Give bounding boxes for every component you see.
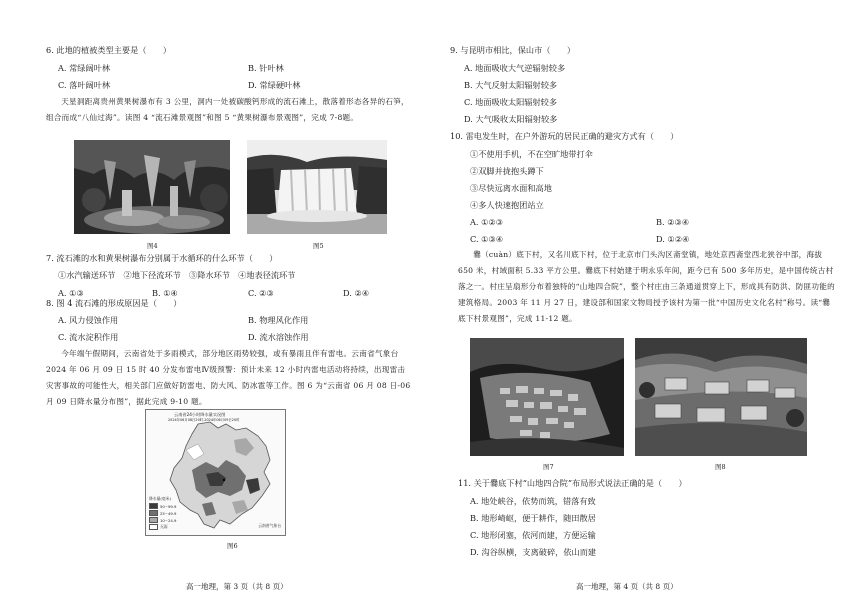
q10-item-4: ④多人快速抱团站立 bbox=[470, 200, 544, 210]
q8-option-a: A. 风力侵蚀作用 bbox=[58, 315, 119, 325]
legend-swatch-10-24 bbox=[149, 517, 158, 523]
map-legend-item bbox=[149, 517, 179, 523]
q7-option-d: D. ②④ bbox=[343, 288, 370, 298]
q7-option-a: A. ①③ bbox=[58, 288, 84, 298]
figure-7-caption: 图7 bbox=[543, 463, 554, 471]
q9-option-d: D. 大气吸收太阳辐射较多 bbox=[464, 114, 558, 124]
map-subtitle: 2024年06月08日20时-2024年06月09日20时 bbox=[168, 418, 240, 422]
map-legend bbox=[149, 496, 179, 530]
q11-option-d: D. 沟谷纵横，支离破碎，依山而建 bbox=[470, 547, 597, 557]
q6-option-b: B. 针叶林 bbox=[248, 63, 284, 73]
passage-cuandixia-village: 爨（cuàn）底下村，又名川底下村，位于北京市门头沟区斋堂镇，地处京西斋堂西北狭谷中部，海拔 650 米，村域面积 5.33 平方公里。爨底下村始建于明永乐年间，距今已有 500 多年历史，是中国传统古村落之一。村庄呈扇形分布着独特的“山地四合院”，整个村庄由三条通道贯穿上下，形成具有防洪、防匪功能的建筑格局。2003 年 11 月 27 日，建设部和国家文物局授予该村为第一批“中国历史文化名村”称号。读“爨底下村景观图”，完成 11-12 题。 bbox=[458, 250, 835, 323]
figure-8-village-courtyard-photo bbox=[635, 338, 807, 456]
page-footer-left: 高一地理，第 3 页（共 8 页） bbox=[186, 582, 288, 591]
q10-item-3: ③尽快远离水面和高地 bbox=[470, 183, 552, 193]
q10-option-d: D. ①②④ bbox=[656, 234, 690, 244]
q11-option-b: B. 地形崎岖，便于耕作，随田散居 bbox=[470, 513, 596, 523]
q9-option-a: A. 地面吸收大气逆辐射较多 bbox=[464, 63, 566, 73]
map-title: 云南省24小时降水量实况图 bbox=[174, 412, 226, 417]
q8-option-b: B. 物理风化作用 bbox=[248, 315, 309, 325]
legend-label-50-99: 50~99.9 bbox=[160, 503, 177, 509]
q9-option-b: B. 大气反射太阳辐射较多 bbox=[464, 80, 558, 90]
q10-item-1: ①不使用手机，不在空旷地带打伞 bbox=[470, 149, 593, 159]
q9-stem: 9. 与昆明市相比，保山市（ ） bbox=[450, 45, 576, 55]
q7-option-b: B. ①④ bbox=[152, 288, 178, 298]
passage-tianxing-cave: 天星洞距离贵州黄果树瀑布有 3 公里，洞内一处被碳酸钙形成的流石滩上，散落着形态各异的石笋，组合而成“八仙过海”。读图 4 “流石滩景观图”和图 5 “黄果树瀑布景观图”，完成 7-8题。 bbox=[46, 97, 409, 122]
figure-7-village-aerial-photo bbox=[470, 338, 624, 456]
q8-option-d: D. 流水溶蚀作用 bbox=[248, 332, 309, 342]
q7-stem: 7. 流石滩的水和黄果树瀑布分别属于水循环的什么环节（ ） bbox=[46, 253, 278, 263]
figure-5-caption: 图5 bbox=[313, 242, 324, 250]
q9-option-c: C. 地面吸收太阳辐射较多 bbox=[464, 97, 558, 107]
figure-5-waterfall-photo bbox=[247, 140, 387, 234]
q7-items: ①水汽输送环节 ②地下径流环节 ③降水环节 ④地表径流环节 bbox=[58, 270, 296, 280]
q10-option-b: B. ②③④ bbox=[656, 217, 690, 227]
legend-label-10-24: 10~24.9 bbox=[160, 517, 177, 523]
page-footer-right: 高一地理，第 4 页（共 8 页） bbox=[576, 582, 678, 591]
legend-swatch-50-99 bbox=[149, 503, 158, 509]
legend-label-no-rain: 无雨 bbox=[160, 524, 168, 529]
passage-yunnan-thunder: 今年端午假期间，云南省处于多雨模式，部分地区雨势较强，或有暴雨且伴有雷电。云南省气象台 2024 年 06 月 09 日 15 时 40 分发布雷电Ⅳ级预警：预计未来 12 小时内雷电活动将持续，出现雷击灾害事故的可能性大，相关部门应做好防雷电、防大风、防冰雹等工作。图 6 为“云南省 06 月 08 日-06 月 09 日降水量分布图”，据此完成 9-10 题。 bbox=[46, 349, 411, 406]
map-credit: 云南省气象台 bbox=[258, 523, 281, 528]
figure-4-flowstone-photo bbox=[74, 140, 230, 234]
right-page bbox=[430, 0, 860, 604]
q11-option-c: C. 地形闭塞，依河而建，方便运输 bbox=[470, 530, 596, 540]
legend-swatch-no-rain bbox=[149, 524, 158, 530]
q6-option-d: D. 常绿硬叶林 bbox=[248, 80, 301, 90]
q11-stem: 11. 关于爨底下村“山地四合院”布局形式说法正确的是（ ） bbox=[458, 478, 687, 488]
q7-option-c: C. ②③ bbox=[248, 288, 274, 298]
map-legend-item bbox=[149, 510, 179, 516]
q8-option-c: C. 流水淀积作用 bbox=[58, 332, 119, 342]
q8-stem: 8. 图 4 流石滩的形成原因是（ ） bbox=[46, 298, 182, 308]
legend-swatch-25-49 bbox=[149, 510, 158, 516]
figure-6-precipitation-map bbox=[145, 409, 286, 536]
q6-stem: 6. 此地的植被类型主要是（ ） bbox=[46, 45, 172, 55]
legend-label-25-49: 25~49.9 bbox=[160, 510, 177, 516]
q10-stem: 10. 雷电发生时，在户外游玩的居民正确的避灾方式有（ ） bbox=[450, 131, 679, 141]
map-legend-item bbox=[149, 503, 179, 509]
map-legend-item bbox=[149, 524, 179, 530]
q10-option-a: A. ①②③ bbox=[470, 217, 504, 227]
map-legend-title: 降水量(毫米) bbox=[149, 496, 171, 501]
q6-option-a: A. 常绿阔叶林 bbox=[58, 63, 111, 73]
figure-6-caption: 图6 bbox=[227, 542, 238, 550]
q10-option-c: C. ①③④ bbox=[470, 234, 504, 244]
q6-option-c: C. 落叶阔叶林 bbox=[58, 80, 111, 90]
figure-8-caption: 图8 bbox=[715, 463, 726, 471]
q10-item-2: ②双脚并拢抱头蹲下 bbox=[470, 166, 544, 176]
figure-4-caption: 图4 bbox=[147, 242, 158, 250]
q11-option-a: A. 地处峡谷，依势而筑，错落有致 bbox=[470, 496, 596, 506]
